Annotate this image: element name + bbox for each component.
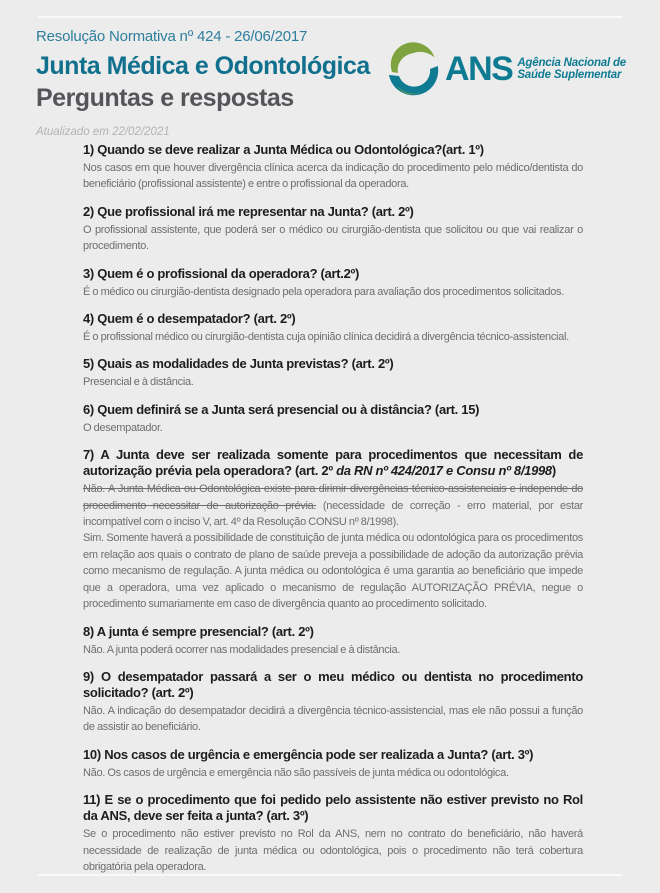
faq-item-8	[83, 624, 583, 658]
ans-tagline	[517, 57, 626, 82]
faq-item-11	[83, 792, 583, 875]
faq-item-1	[83, 142, 583, 193]
faq-answer-continued: Sim. Somente haverá a possibilidade de constituição de junta médica ou odontológica para os procedimentos em relação aos quais o contrato de plano de saúde preveja a possibilidade de adoção da autorização prévia como mecanismo de regulação. A junta médica ou odontológica é uma garantia ao beneficiário que impede que a operadora, uma vez aplicado o mecanismo de regulação AUTORIZAÇÃO PRÉVIA, negue o procedimento sumariamente em caso de divergência quanto ao procedimento solicitado.	[83, 532, 583, 611]
ans-tagline-line2: Saúde Suplementar	[517, 69, 622, 81]
ans-logo-text: ANS	[445, 50, 513, 88]
faq-item-6	[83, 402, 583, 436]
resolution-number: Resolução Normativa nº 424 - 26/06/2017	[36, 28, 308, 45]
faq-item-7	[83, 447, 583, 612]
faq-answer: O profissional assistente, que poderá ser o médico ou cirurgião-dentista que solicitou ou que vai realizar o procedimento.	[83, 223, 583, 253]
faq-list	[83, 142, 583, 886]
faq-question: 11) E se o procedimento que foi pedido pelo assistente não estiver previsto no Rol da ANS, deve ser feita a junta? (art. 3º)	[83, 792, 583, 824]
bottom-divider	[38, 874, 622, 876]
faq-answer: O desempatador.	[83, 421, 163, 434]
faq-question: 1) Quando se deve realizar a Junta Médica ou Odontológica?(art. 1º)	[83, 142, 484, 157]
question-text: 7) A Junta deve ser realizada somente para procedimentos que necessitam de autorização prévia pela operadora? (art. 2º	[83, 447, 583, 479]
faq-item-10	[83, 747, 583, 781]
correction-note: (necessidade de correção - erro material, por estar incompatível com o inciso V, art. 4º da Resolução CONSU nº 8/1998).	[83, 499, 583, 529]
faq-answer: Não. A indicação do desempatador decidirá a divergência técnico-assistencial, mas ele não possui a função de assistir ao beneficiário.	[83, 704, 583, 734]
faq-answer: Nos casos em que houver divergência clínica acerca da indicação do procedimento pelo médico/dentista do beneficiário (profissional assistente) e entre o profissional da operadora.	[83, 162, 583, 191]
faq-answer: É o profissional médico ou cirurgião-dentista cuja opinião clínica decidirá a divergência técnico-assistencial.	[83, 331, 569, 344]
question-text-end: )	[551, 463, 556, 479]
faq-question: 2) Que profissional irá me representar na Junta? (art. 2º)	[83, 203, 414, 219]
question-reference-italic: da RN nº 424/2017 e Consu nº 8/1998	[336, 463, 552, 479]
faq-question: 5) Quais as modalidades de Junta previstas? (art. 2º)	[83, 356, 394, 372]
updated-date: Atualizado em 22/02/2021	[36, 126, 170, 138]
faq-question: 9) O desempatador passará a ser o meu médico ou dentista no procedimento solicitado? (art. 2º)	[83, 668, 583, 700]
faq-item-9	[83, 669, 583, 736]
faq-item-2	[83, 204, 583, 255]
ans-tagline-line1: Agência Nacional de	[517, 56, 626, 69]
faq-question: 4) Quem é o desempatador? (art. 2º)	[83, 311, 296, 327]
faq-item-4	[83, 311, 583, 345]
faq-answer: Se o procedimento não estiver previsto no Rol da ANS, nem no contrato do beneficiário, não haverá necessidade de realização de junta médica ou odontológica, pois o procedimento não terá cobertura obrigatória pela operadora.	[83, 828, 583, 873]
faq-answer: Não. A junta poderá ocorrer nas modalidades presencial e à distância.	[83, 643, 401, 656]
faq-answer: É o médico ou cirurgião-dentista designado pela operadora para avaliação dos procedimentos solicitados.	[83, 285, 565, 298]
faq-question: 10) Nos casos de urgência e emergência pode ser realizada a Junta? (art. 3º)	[83, 746, 534, 762]
document-subtitle: Perguntas e respostas	[36, 84, 294, 112]
top-divider	[38, 16, 622, 18]
document-title: Junta Médica e Odontológica	[36, 52, 370, 80]
faq-item-3	[83, 266, 583, 300]
faq-question: 8) A junta é sempre presencial? (art. 2º)	[83, 623, 314, 639]
ans-sphere-icon	[389, 42, 441, 96]
faq-item-5	[83, 356, 583, 390]
faq-answer	[83, 481, 583, 530]
faq-answer: Presencial e à distância.	[83, 376, 194, 389]
ans-logo	[389, 42, 626, 96]
faq-question: 3) Quem é o profissional da operadora? (art.2º)	[83, 265, 359, 281]
faq-question	[83, 447, 583, 479]
faq-question: 6) Quem definirá se a Junta será presencial ou à distância? (art. 15)	[83, 401, 480, 417]
struck-obsolete-text: Não. A Junta Médica ou Odontológica existe para dirimir divergências técnico-assistenciais e independe do procedimento necessitar de autorização prévia.	[83, 483, 583, 512]
faq-answer: Não. Os casos de urgência e emergência não são passíveis de junta médica ou odontológica.	[83, 766, 509, 779]
